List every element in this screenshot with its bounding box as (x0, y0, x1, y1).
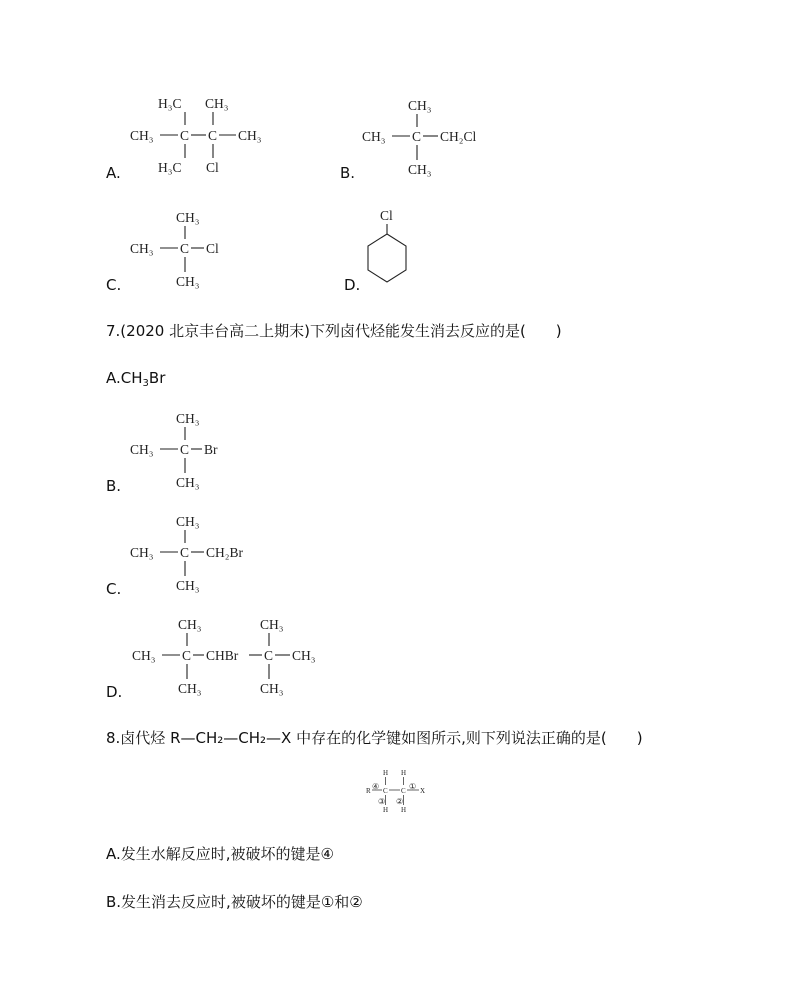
ch3-group: CH₃ (130, 442, 154, 457)
q8-option-b: B.发生消去反应时,被破坏的键是①和② (106, 893, 363, 911)
ch3-group: CH₃ (178, 617, 202, 632)
hydrogen-atom: H (401, 806, 407, 814)
chlorine-atom: Cl (380, 208, 393, 223)
q7-stem: 7.(2020 北京丰台高二上期末)下列卤代烃能发生消去反应的是( ) (106, 322, 562, 340)
bromine-atom: Br (204, 442, 218, 457)
ch3-group: CH₃ (238, 128, 262, 143)
option-b-label: B. (340, 164, 356, 182)
formula-d-structure (364, 206, 424, 296)
bond-number-1: ① (409, 782, 417, 791)
bond-number-2: ② (396, 797, 404, 806)
ch3-group: CH₃ (176, 514, 200, 529)
carbon-atom: C (180, 241, 190, 256)
q7-option-b-label: B. (106, 477, 122, 495)
carbon-atom: C (182, 648, 192, 663)
ch3-group: CH₃ (176, 274, 200, 289)
cyclohexane-ring (368, 234, 406, 282)
q7-option-a-text: CH (120, 369, 143, 387)
ch3-group: CH₃ (130, 545, 154, 560)
bond-number-3: ③ (378, 797, 386, 806)
q7-option-a (106, 369, 165, 389)
formula-a-structure (128, 90, 288, 180)
formula-b-structure (360, 94, 500, 184)
ch3-group: CH₃ (292, 648, 316, 663)
q7-option-c-label: C. (106, 580, 122, 598)
ch3-group: CH₃ (408, 162, 432, 177)
ch3-group: CH₃ (176, 210, 200, 225)
q8-option-a: A.发生水解反应时,被破坏的键是④ (106, 845, 334, 863)
carbon-atom: C (180, 128, 190, 143)
carbon-atom: C (180, 442, 190, 457)
carbon-atom: C (208, 128, 218, 143)
ch3-group: CH₃ (178, 681, 202, 696)
ch3-group: CH₃ (260, 681, 284, 696)
hydrogen-atom: H (401, 769, 407, 777)
q7-option-d-label: D. (106, 683, 123, 701)
ch2cl-group: CH₂Cl (440, 129, 477, 144)
ch3-group: CH₃ (130, 241, 154, 256)
h3c-group: H₃C (158, 96, 182, 111)
q8-bond-diagram (364, 768, 434, 816)
chlorine-atom: Cl (206, 160, 219, 175)
q7-option-a-subscript: 3 (142, 378, 149, 389)
q8-stem: 8.卤代烃 R—CH₂—CH₂—X 中存在的化学键如图所示,则下列说法正确的是( ) (106, 729, 643, 747)
q7-option-a-tail: Br (148, 369, 166, 387)
hydrogen-atom: H (383, 806, 389, 814)
option-a-label: A. (106, 164, 121, 182)
carbon-atom: C (401, 787, 406, 795)
ch2br-group: CH₂Br (206, 545, 243, 560)
x-atom: X (420, 787, 426, 795)
q7-formula-b-structure (128, 407, 248, 497)
h3c-group: H₃C (158, 160, 182, 175)
formula-c-structure (128, 206, 248, 296)
ch3-group: CH₃ (130, 128, 154, 143)
ch3-group: CH₃ (205, 96, 229, 111)
carbon-atom: C (383, 787, 388, 795)
ch3-group: CH₃ (132, 648, 156, 663)
hydrogen-atom: H (383, 769, 389, 777)
ch3-group: CH₃ (260, 617, 284, 632)
ch3-group: CH₃ (408, 98, 432, 113)
option-c-label: C. (106, 276, 122, 294)
q7-formula-d-structure (130, 613, 350, 703)
q7-formula-c-structure (128, 510, 288, 600)
q7-option-a-label: A. (106, 369, 121, 387)
ch3-group: CH₃ (362, 129, 386, 144)
bond-number-4: ④ (372, 782, 380, 791)
carbon-atom: C (180, 545, 190, 560)
carbon-atom: C (412, 129, 422, 144)
ch3-group: CH₃ (176, 475, 200, 490)
ch3-group: CH₃ (176, 411, 200, 426)
carbon-atom: C (264, 648, 274, 663)
ch3-group: CH₃ (176, 578, 200, 593)
option-d-label: D. (344, 276, 361, 294)
chlorine-atom: Cl (206, 241, 219, 256)
r-group: R (366, 787, 371, 795)
chbr-group: CHBr (206, 648, 239, 663)
